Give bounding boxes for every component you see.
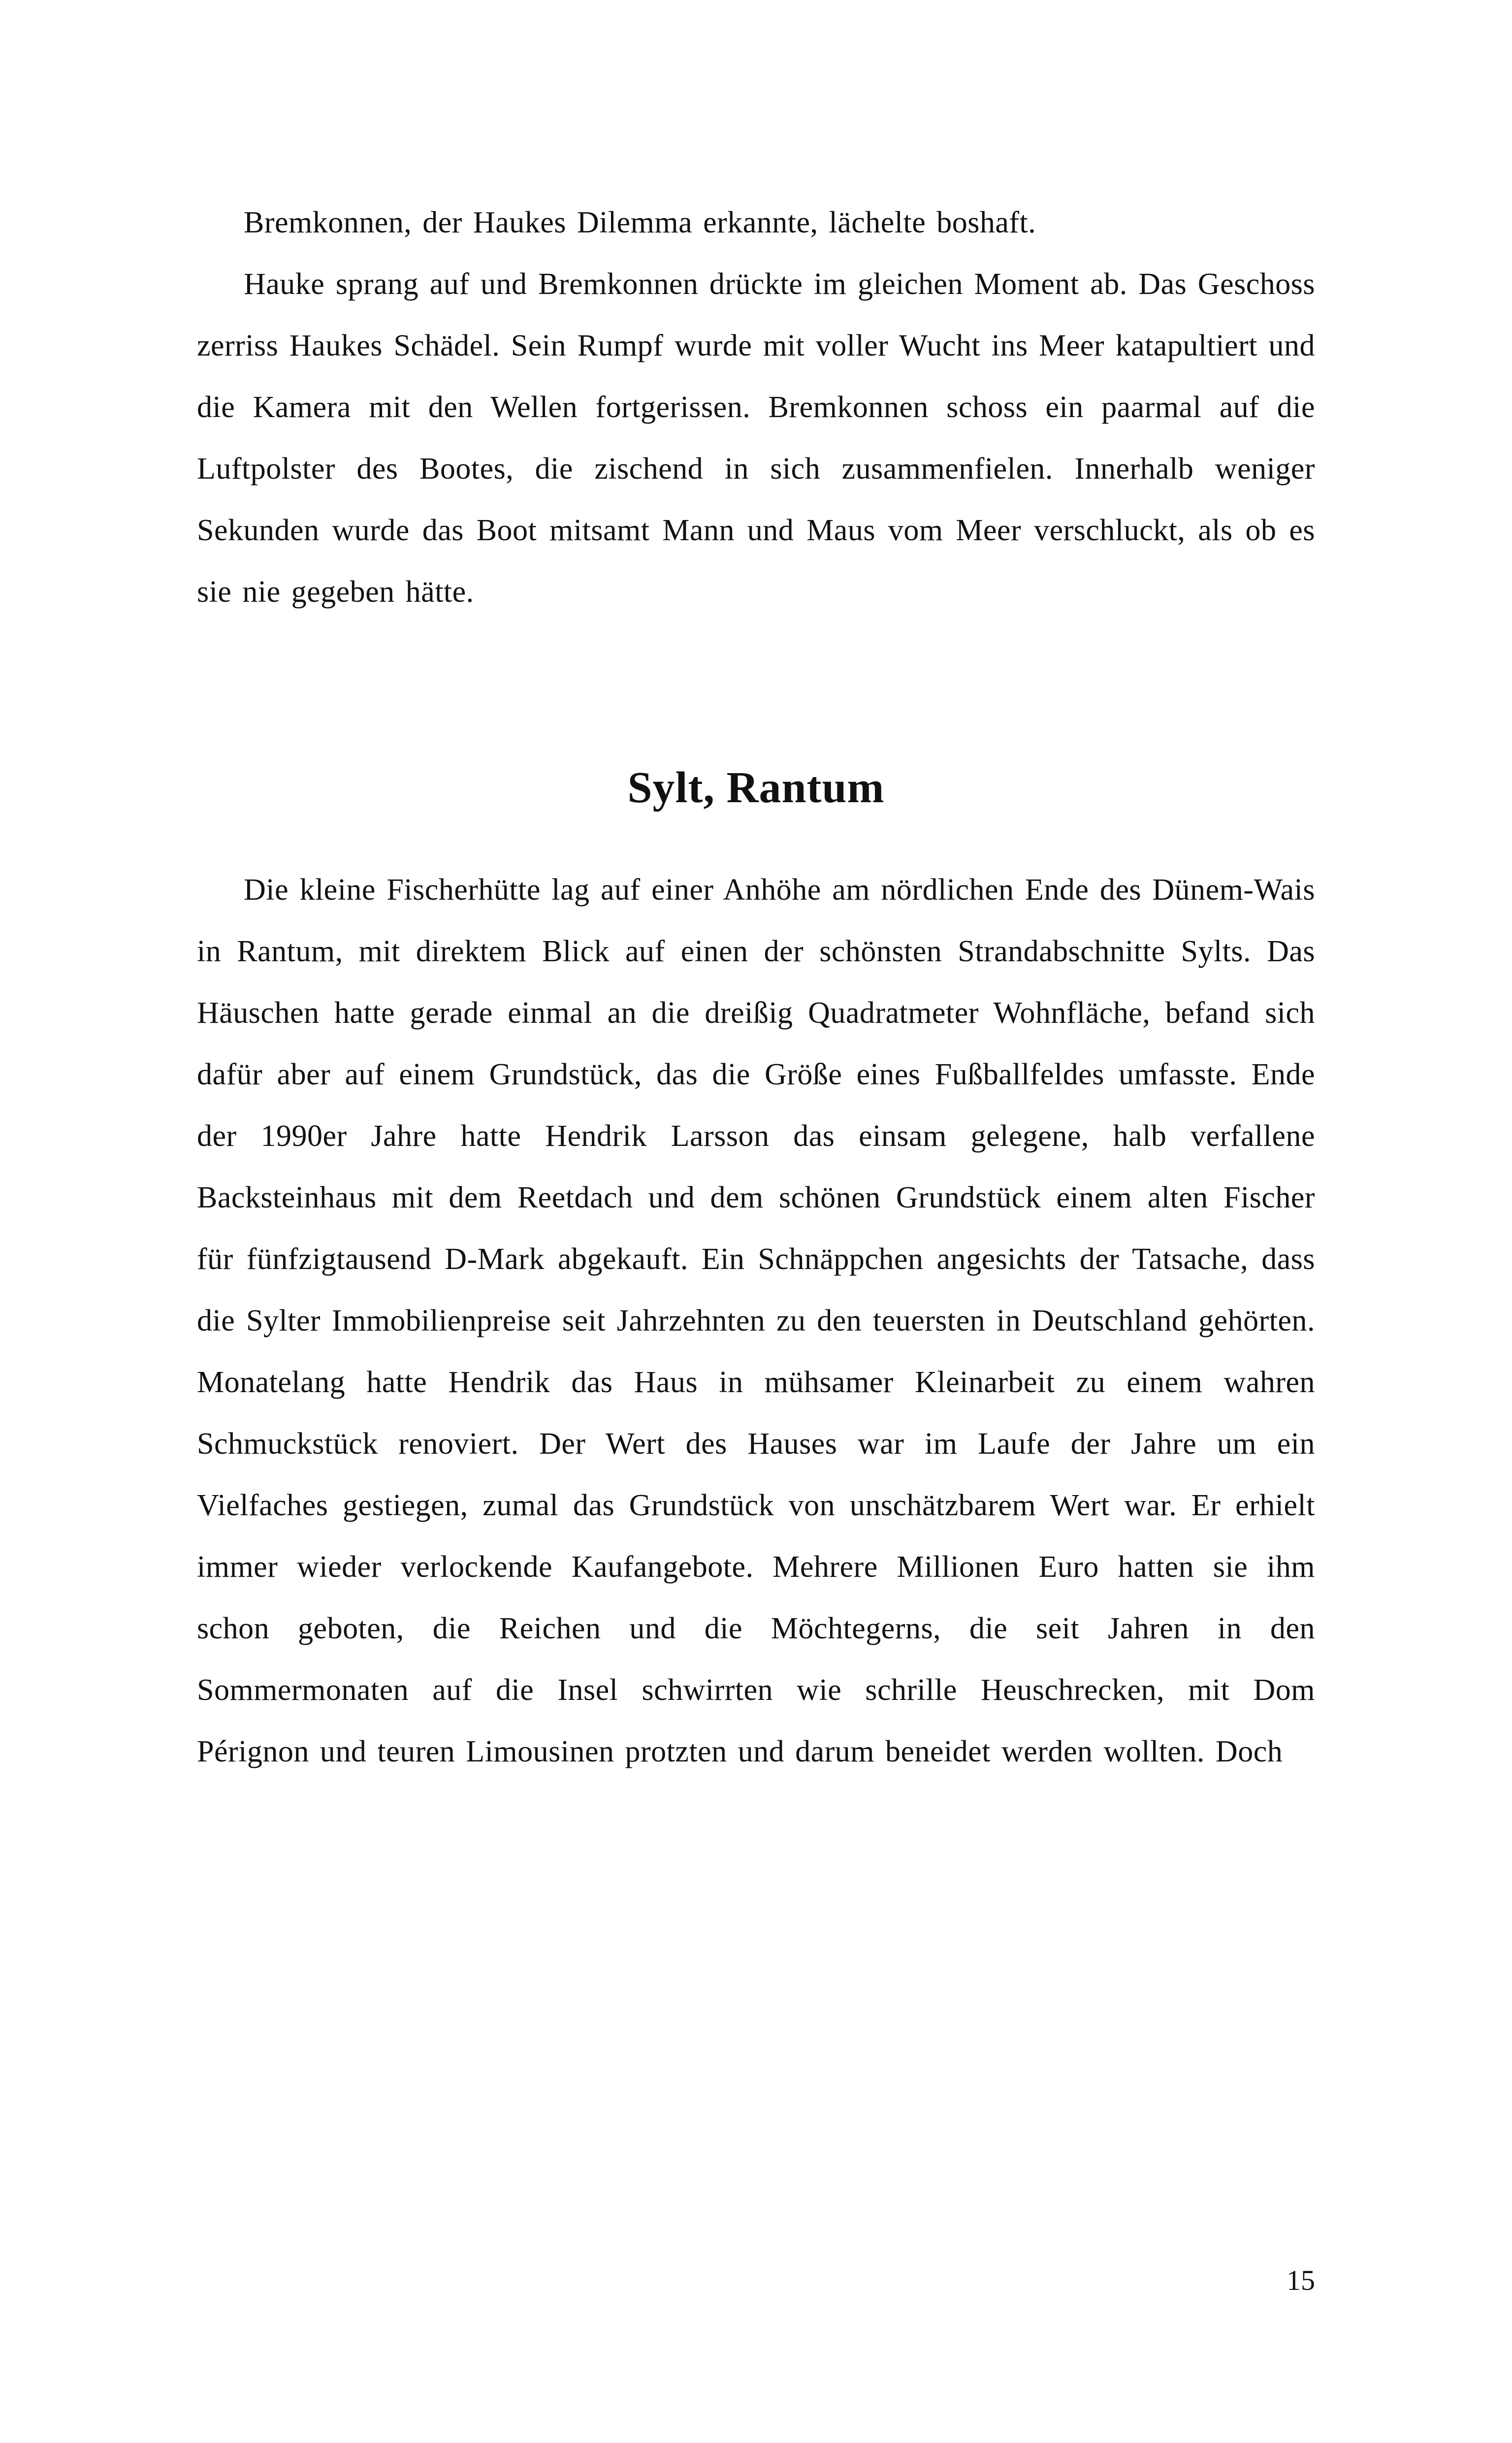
section-text-block [197,859,1315,1783]
paragraph: Bremkonnen, der Haukes Dilemma erkannte, lächelte boshaft. [244,206,1036,239]
section-heading: Sylt, Rantum [627,763,885,812]
page-number: 15 [1287,2264,1315,2296]
paragraph: Die kleine Fischerhütte lag auf einer Anhöhe am nördlichen Ende des Dünem-Wais in Rantum, mit direktem Blick auf einen der schönsten Strandabschnitte Sylts. Das Häuschen hatte gerade einmal an die dreißig Quadratmeter Wohnfläche, befand sich dafür aber auf einem Grundstück, das die Größe eines Fußballfeldes umfasste. Ende der 1990er Jahre hatte Hendrik Larsson das einsam gelegene, halb verfallene Backsteinhaus mit dem Reetdach und dem schönen Grundstück einem alten Fischer für fünfzigtausend D-Mark abgekauft. Ein Schnäppchen angesichts der Tatsache, dass die Sylter Immobilienpreise seit Jahrzehnten zu den teuersten in Deutschland gehörten. Monatelang hatte Hendrik das Haus in mühsamer Kleinarbeit zu einem wahren Schmuckstück renoviert. Der Wert des Hauses war im Laufe der Jahre um ein Vielfaches gestiegen, zumal das Grundstück von unschätzbarem Wert war. Er erhielt immer wieder verlockende Kaufangebote. Mehrere Millionen Euro hatten sie ihm schon geboten, die Reichen und die Möchtegerns, die seit Jahren in den Sommermonaten auf die Insel schwirrten wie schrille Heuschrecken, mit Dom Pérignon und teuren Limousinen protzten und darum beneidet werden wollten. Doch [197,873,1315,1768]
paragraph: Hauke sprang auf und Bremkonnen drückte im gleichen Moment ab. Das Geschoss zerriss Haukes Schädel. Sein Rumpf wurde mit voller Wucht ins Meer katapultiert und die Kamera mit den Wellen fortgerissen. Bremkonnen schoss ein paarmal auf die Luftpolster des Bootes, die zischend in sich zusammenfielen. Innerhalb weniger Sekunden wurde das Boot mitsamt Mann und Maus vom Meer verschluckt, als ob es sie nie gegeben hätte. [197,267,1315,609]
top-text-block [197,192,1315,623]
